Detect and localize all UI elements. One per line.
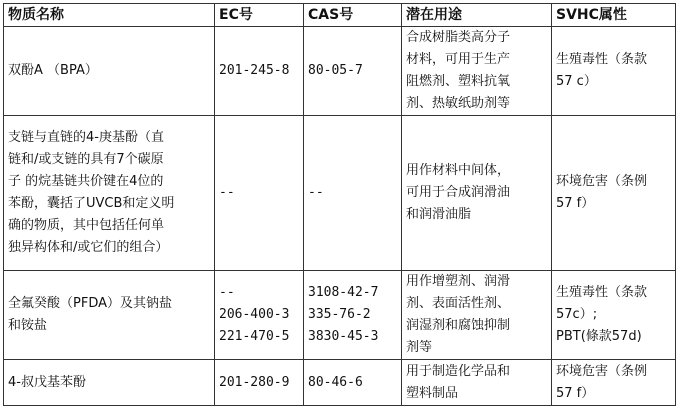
cell-svhc-property: 环境危害（条例 57 f） xyxy=(552,360,676,406)
cell-cas-number: 80-05-7 xyxy=(304,27,402,116)
cell-svhc-property: 生殖毒性（条款 57 c） xyxy=(552,27,676,116)
table-row xyxy=(4,360,676,406)
cell-svhc-property: 生殖毒性（条款 57c）; PBT(條款57d) xyxy=(552,271,676,360)
cell-ec-number: -- 206-400-3 221-470-5 xyxy=(215,271,304,360)
header-cas-number: CAS号 xyxy=(304,4,402,27)
cell-substance-name: 4-叔戊基苯酚 xyxy=(4,360,215,406)
header-ec-number: EC号 xyxy=(215,4,304,27)
cell-ec-number: -- xyxy=(215,116,304,271)
cell-substance-name: 全氟癸酸（PFDA）及其钠盐 和铵盐 xyxy=(4,271,215,360)
cell-potential-use: 用作增塑剂、润滑 剂、表面活性剂、 润湿剂和腐蚀抑制 剂等 xyxy=(402,271,552,360)
table-row xyxy=(4,271,676,360)
cell-potential-use: 用于制造化学品和 塑料制品 xyxy=(402,360,552,406)
cell-ec-number: 201-245-8 xyxy=(215,27,304,116)
cell-potential-use: 用作材料中间体， 可用于合成润滑油 和润滑油脂 xyxy=(402,116,552,271)
header-substance-name: 物质名称 xyxy=(4,4,215,27)
cell-cas-number: 3108-42-7 335-76-2 3830-45-3 xyxy=(304,271,402,360)
cell-potential-use: 合成树脂类高分子 材料，可用于生产 阻燃剂、塑料抗氧 剂、热敏纸助剂等 xyxy=(402,27,552,116)
cell-svhc-property: 环境危害（条例 57 f） xyxy=(552,116,676,271)
cell-substance-name: 支链与直链的4-庚基酚（直 链和/或支链的具有7个碳原 子 的烷基链共价键在4位的 苯酚，囊括了UVCB和定义明 确的物质，其中包括任何单 独异构体和/或它们的组合） xyxy=(4,116,215,271)
table-row xyxy=(4,27,676,116)
header-svhc-property: SVHC属性 xyxy=(552,4,676,27)
cell-cas-number: 80-46-6 xyxy=(304,360,402,406)
cell-ec-number: 201-280-9 xyxy=(215,360,304,406)
header-row xyxy=(4,4,676,27)
svhc-table xyxy=(3,3,676,406)
table-row xyxy=(4,116,676,271)
cell-substance-name: 双酚A （BPA） xyxy=(4,27,215,116)
cell-cas-number: -- xyxy=(304,116,402,271)
header-potential-use: 潜在用途 xyxy=(402,4,552,27)
